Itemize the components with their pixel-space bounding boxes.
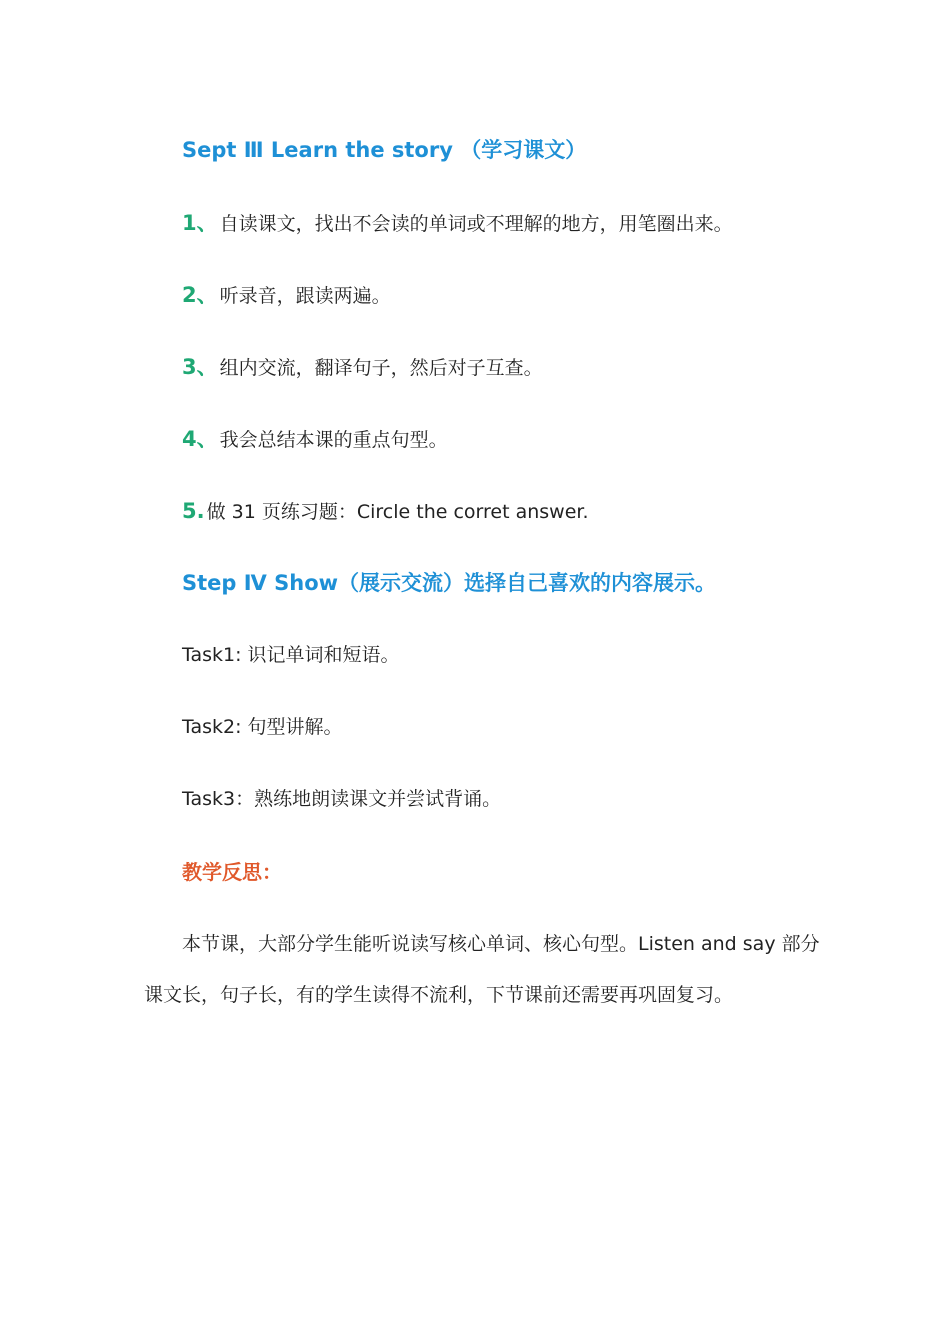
list-item-number: 5. xyxy=(182,499,205,523)
list-item-text: 自读课文，找出不会读的单词或不理解的地方，用笔圈出来。 xyxy=(219,213,733,235)
list-item-number: 3、 xyxy=(182,355,218,379)
task-item: Task2: 句型讲解。 xyxy=(182,716,343,738)
reflection-title: 教学反思： xyxy=(182,860,282,884)
reflection-line-1: 本节课，大部分学生能听说读写核心单词、核心句型。Listen and say 部分 xyxy=(182,933,820,955)
list-item-text: 组内交流，翻译句子，然后对子互查。 xyxy=(219,357,543,379)
list-item-text: 听录音，跟读两遍。 xyxy=(219,285,391,307)
list-item xyxy=(182,427,448,452)
task-item: Task3：熟练地朗读课文并尝试背诵。 xyxy=(182,788,502,810)
list-item xyxy=(182,211,733,236)
list-item-text: 做 31 页练习题：Circle the corret answer. xyxy=(206,501,589,523)
list-item-text: 我会总结本课的重点句型。 xyxy=(219,429,448,451)
list-item xyxy=(182,499,589,524)
task-item: Task1: 识记单词和短语。 xyxy=(182,644,400,666)
list-item-number: 4、 xyxy=(182,427,218,451)
list-item-number: 1、 xyxy=(182,211,218,235)
step3-heading: Sept Ⅲ Learn the story （学习课文） xyxy=(182,138,587,162)
list-item-number: 2、 xyxy=(182,283,218,307)
list-item xyxy=(182,283,391,308)
list-item xyxy=(182,355,543,380)
reflection-line-2: 课文长，句子长，有的学生读得不流利，下节课前还需要再巩固复习。 xyxy=(144,984,734,1006)
step4-heading: Step Ⅳ Show（展示交流）选择自己喜欢的内容展示。 xyxy=(182,571,717,595)
